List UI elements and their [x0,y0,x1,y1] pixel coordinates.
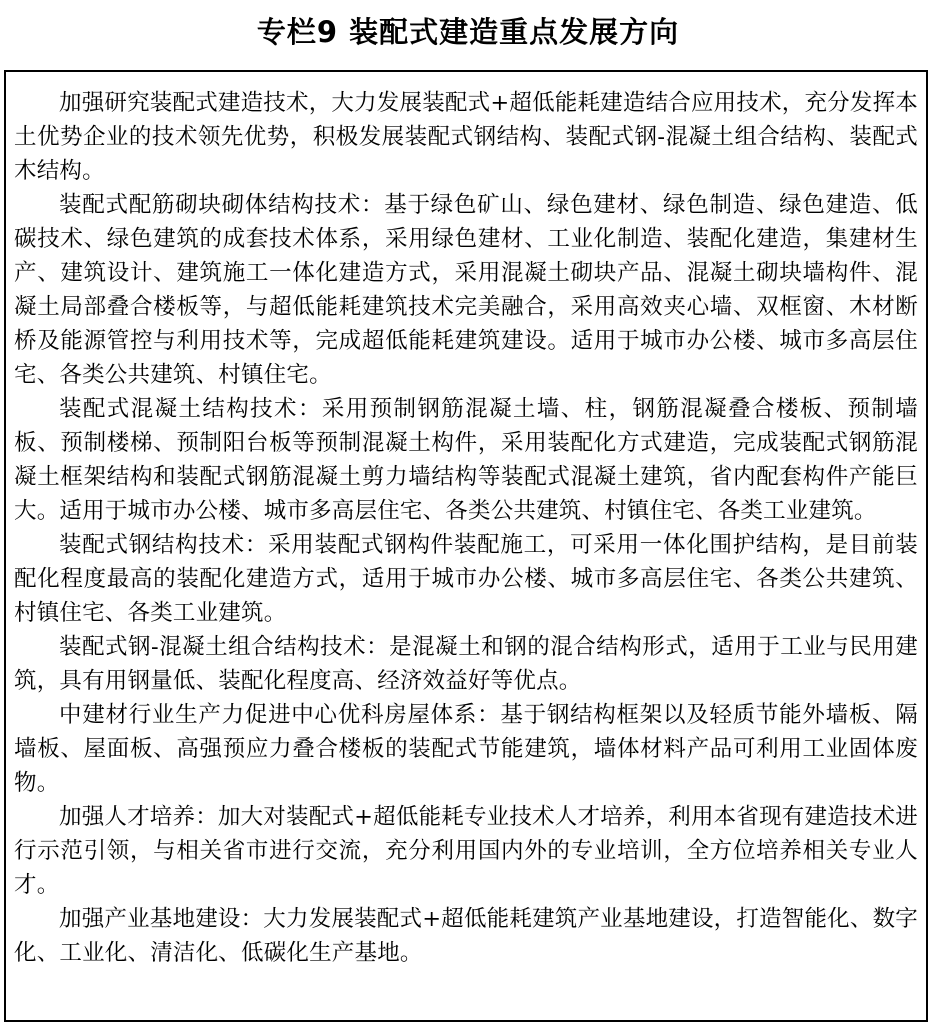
paragraph-youke-housing-system: 中建材行业生产力促进中心优科房屋体系：基于钢结构框架以及轻质节能外墙板、隔墙板、屋面板、高强预应力叠合楼板的装配式节能建筑，墙体材料产品可利用工业固体废物。 [14,702,918,796]
paragraph-steel-concrete-composite-technology: 装配式钢-混凝土组合结构技术：是混凝土和钢的混合结构形式，适用于工业与民用建筑，具有用钢量低、装配化程度高、经济效益好等优点。 [14,634,918,694]
paragraph-reinforced-masonry-technology: 装配式配筋砌块砌体结构技术：基于绿色矿山、绿色建材、绿色制造、绿色建造、低碳技术、绿色建筑的成套技术体系，采用绿色建材、工业化制造、装配化建造，集建材生产、建筑设计、建筑施工一体化建造方式，采用混凝土砌块产品、混凝土砌块墙构件、混凝土局部叠合楼板等，与超低能耗建筑技术完美融合，采用高效夹心墙、双框窗、木材断桥及能源管控与利用技术等，完成超低能耗建筑建设。适用于城市办公楼、城市多高层住宅、各类公共建筑、村镇住宅。 [14,192,918,388]
content-box [4,70,928,1022]
paragraph-concrete-structure-technology: 装配式混凝土结构技术：采用预制钢筋混凝土墙、柱，钢筋混凝叠合楼板、预制墙板、预制楼梯、预制阳台板等预制混凝土构件，采用装配化方式建造，完成装配式钢筋混凝土框架结构和装配式钢筋混凝土剪力墙结构等装配式混凝土建筑，省内配套构件产能巨大。适用于城市办公楼、城市多高层住宅、各类公共建筑、村镇住宅、各类工业建筑。 [14,396,918,524]
paragraph-industrial-base-construction: 加强产业基地建设：大力发展装配式+超低能耗建筑产业基地建设，打造智能化、数字化、工业化、清洁化、低碳化生产基地。 [14,906,918,966]
paragraph-assembled-construction-research: 加强研究装配式建造技术，大力发展装配式+超低能耗建造结合应用技术，充分发挥本土优势企业的技术领先优势，积极发展装配式钢结构、装配式钢-混凝土组合结构、装配式木结构。 [14,90,918,184]
paragraph-steel-structure-technology: 装配式钢结构技术：采用装配式钢构件装配施工，可采用一体化围护结构，是目前装配化程度最高的装配化建造方式，适用于城市办公楼、城市多高层住宅、各类公共建筑、村镇住宅、各类工业建筑。 [14,532,918,626]
paragraph-talent-training: 加强人才培养：加大对装配式+超低能耗专业技术人才培养，利用本省现有建造技术进行示范引领，与相关省市进行交流，充分利用国内外的专业培训，全方位培养相关专业人才。 [14,804,918,898]
page-title: 专栏9 装配式建造重点发展方向 [256,15,680,49]
